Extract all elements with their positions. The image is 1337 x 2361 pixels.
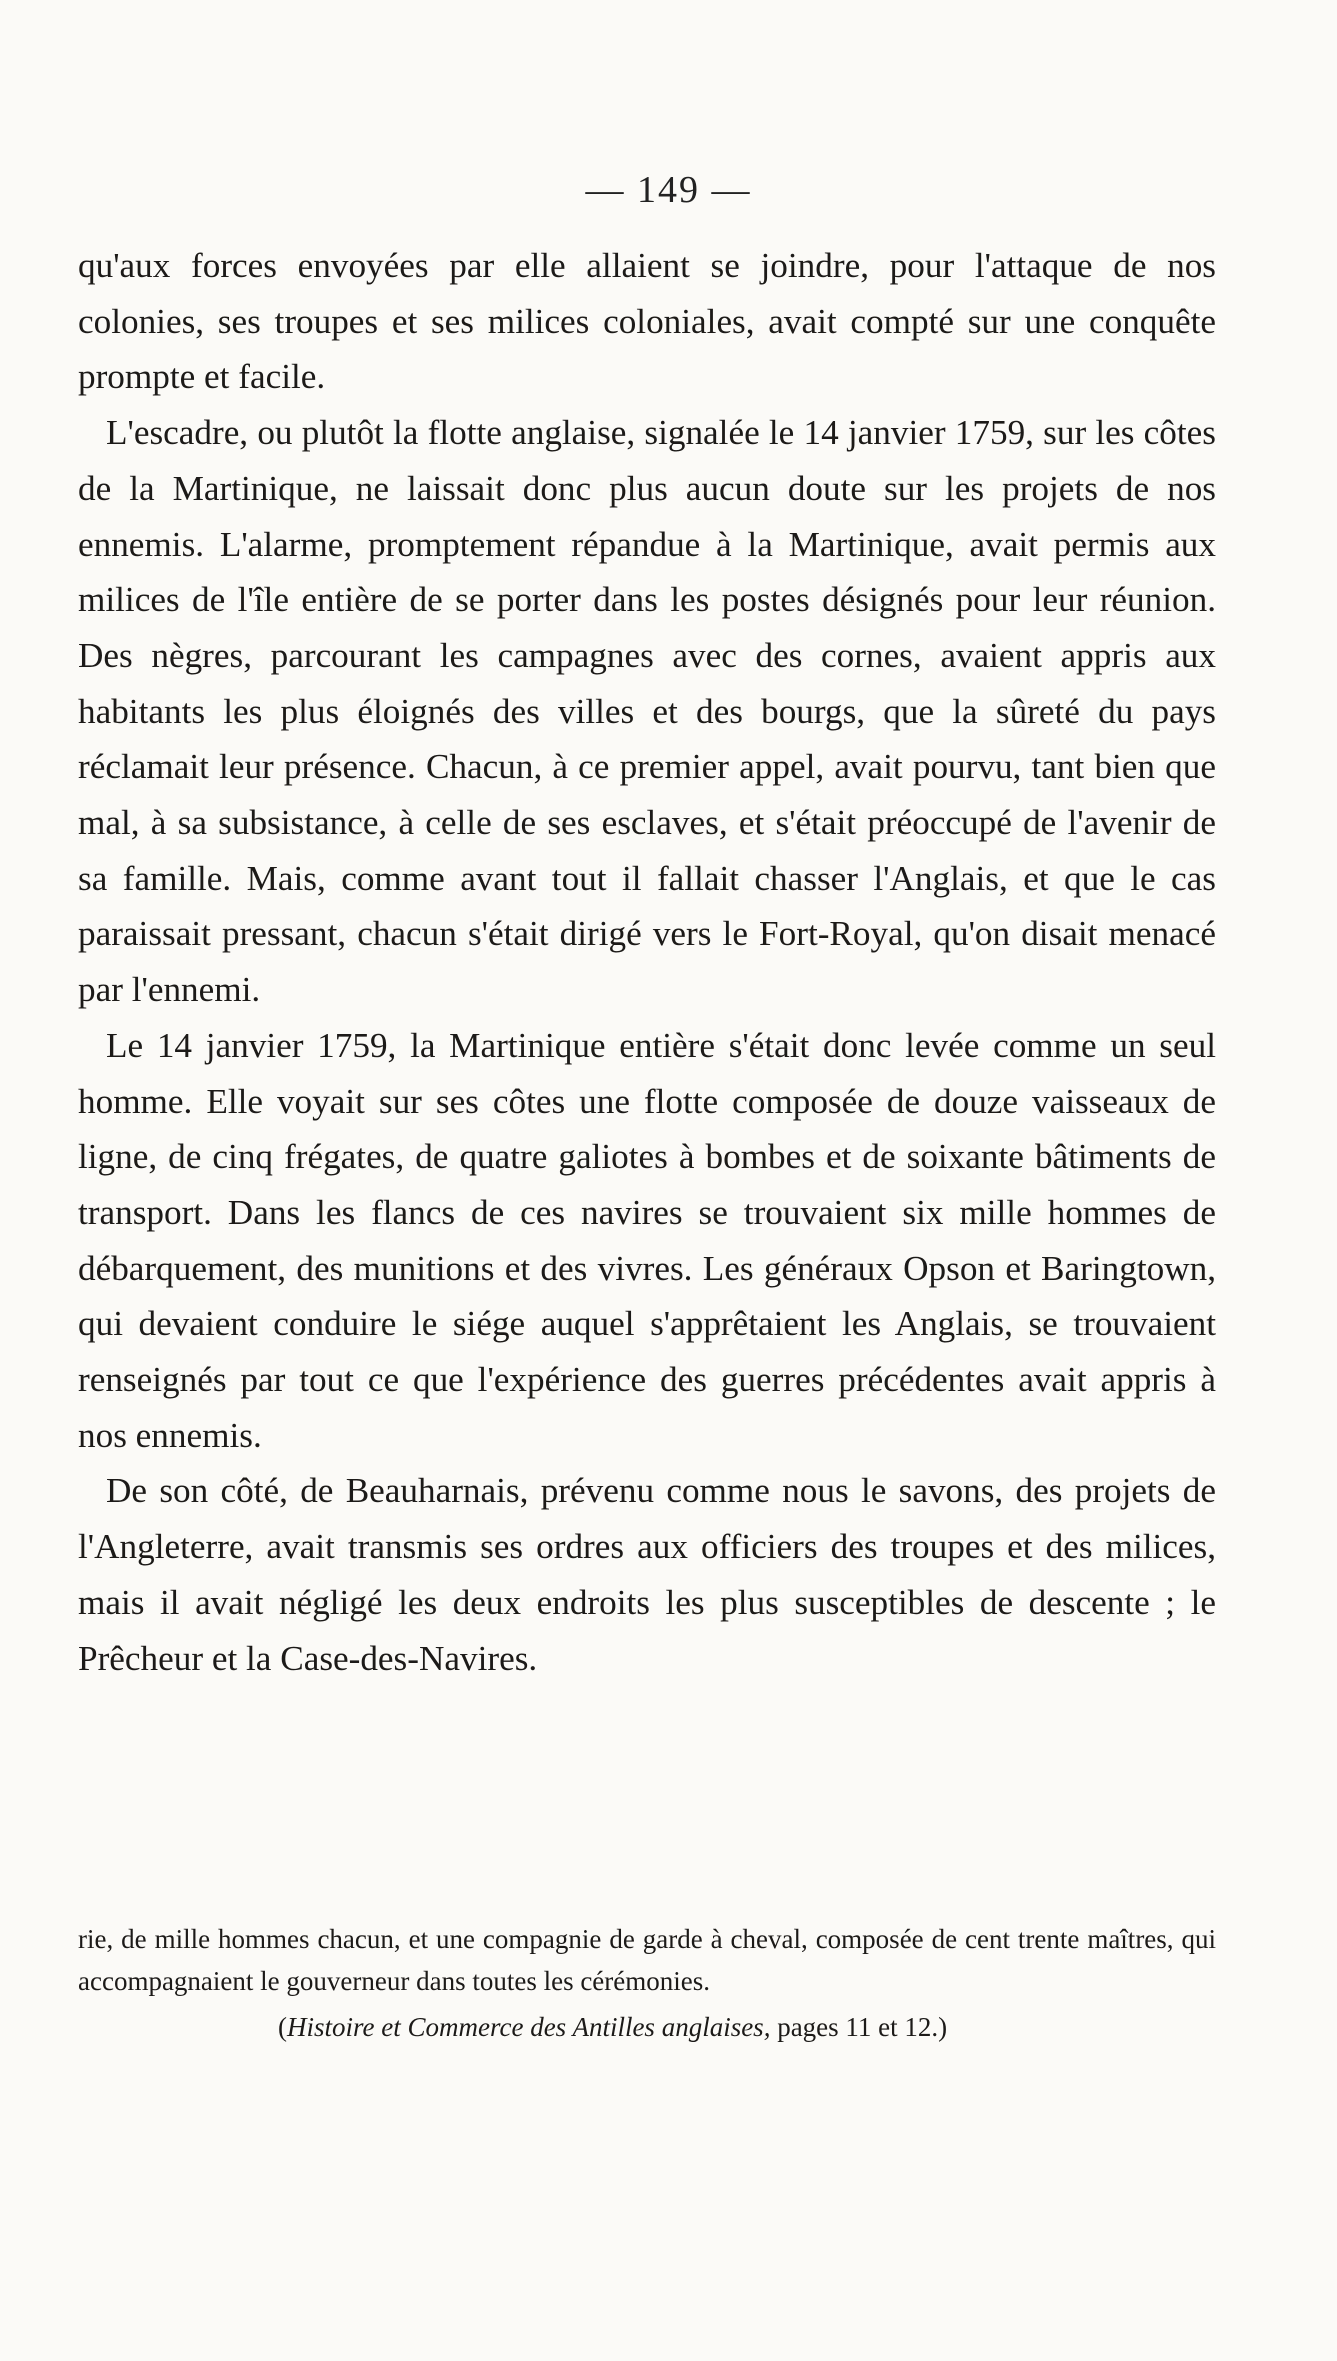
footnote-source [78, 2006, 1216, 2048]
footnote-source-open: ( [278, 2012, 287, 2042]
page-number: — 149 — [585, 169, 752, 211]
body-text [78, 238, 1216, 1686]
paragraph-3: Le 14 janvier 1759, la Martinique entière s'était donc levée comme un seul homme. Elle voyait sur ses côtes une flotte composée de douze vaisseaux de ligne, de cinq frégates, de quatre galiotes à bombes et de soixante bâtiments de transport. Dans les flancs de ces navires se trouvaient six mille hommes de débarquement, des munitions et des vivres. Les généraux Opson et Baringtown, qui devaient conduire le siége auquel s'apprêtaient les Anglais, se trouvaient renseignés par tout ce que l'expérience des guerres précédentes avait appris à nos ennemis. [78, 1025, 1216, 1455]
footnote-text: rie, de mille hommes chacun, et une compagnie de garde à cheval, composée de cent trente maîtres, qui accompagnaient le gouverneur dans toutes les cérémonies. [78, 1924, 1216, 1996]
paragraph-2: L'escadre, ou plutôt la flotte anglaise, signalée le 14 janvier 1759, sur les côtes de la Martinique, ne laissait donc plus aucun doute sur les projets de nos ennemis. L'alarme, promptement répandue à la Martinique, avait permis aux milices de l'île entière de se porter dans les postes désignés pour leur réunion. Des nègres, parcourant les campagnes avec des cornes, avaient appris aux habitants les plus éloignés des villes et des bourgs, que la sûreté du pays réclamait leur présence. Chacun, à ce premier appel, avait pourvu, tant bien que mal, à sa subsistance, à celle de ses esclaves, et s'était préoccupé de l'avenir de sa famille. Mais, comme avant tout il fallait chasser l'Anglais, et que le cas paraissait pressant, chacun s'était dirigé vers le Fort-Royal, qu'on disait menacé par l'ennemi. [78, 413, 1216, 1010]
paragraph-1: qu'aux forces envoyées par elle allaient se joindre, pour l'attaque de nos colonies, ses troupes et ses milices coloniales, avait compté sur une conquête prompte et facile. [78, 246, 1216, 397]
footnote [78, 1918, 1216, 2048]
paragraph-4: De son côté, de Beauharnais, prévenu comme nous le savons, des projets de l'Angleterre, avait transmis ses ordres aux officiers des troupes et des milices, mais il avait négligé les deux endroits les plus susceptibles de descente ; le Prêcheur et la Case-des-Navires. [78, 1471, 1216, 1678]
footnote-source-pages: pages 11 et 12.) [770, 2012, 948, 2042]
footnote-source-title: Histoire et Commerce des Antilles anglaises, [287, 2012, 771, 2042]
